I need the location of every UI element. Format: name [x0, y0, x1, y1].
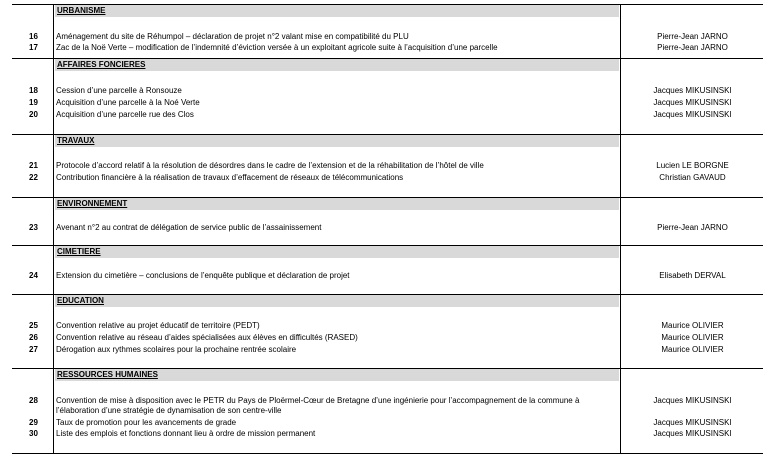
item-text: Cession d’une parcelle à Ronsouze [56, 86, 182, 95]
item-text: Dérogation aux rythmes scolaires pour la prochaine rentrée scolaire [56, 345, 297, 354]
item-number: 16 [29, 32, 38, 41]
item-rapporteur: Jacques MIKUSINSKI [653, 396, 732, 405]
item-rapporteur: Lucien LE BORGNE [656, 161, 729, 170]
item-text: Avenant n°2 au contrat de délégation de service public de l’assainissement [56, 223, 322, 232]
item-number: 19 [29, 98, 38, 107]
item-text: Liste des emplois et fonctions donnant lieu à ordre de mission permanent [56, 429, 316, 438]
item-number: 20 [29, 110, 38, 119]
item-rapporteur: Maurice OLIVIER [661, 345, 724, 354]
agenda-row [12, 345, 763, 355]
item-text: Protocole d’accord relatif à la résolution de désordres dans le cadre de l’extension et de la réhabilitation de l’hôtel de ville [56, 161, 484, 170]
rapporteur-column [620, 246, 763, 294]
item-number: 30 [29, 429, 38, 438]
agenda-row [12, 98, 763, 108]
item-rapporteur: Maurice OLIVIER [661, 321, 724, 330]
item-rapporteur: Jacques MIKUSINSKI [653, 429, 732, 438]
agenda-row [12, 32, 763, 42]
item-number: 27 [29, 345, 38, 354]
item-number: 22 [29, 173, 38, 182]
section-title: ENVIRONNEMENT [55, 198, 619, 210]
section-ressources-humaines [12, 368, 763, 454]
section-cimetiere [12, 245, 763, 295]
item-text: Taux de promotion pour les avancements de grade [56, 418, 237, 427]
item-number: 23 [29, 223, 38, 232]
item-text: Acquisition d’une parcelle à la Noé Verte [56, 98, 200, 107]
rapporteur-column [620, 59, 763, 134]
item-text: Convention relative au projet éducatif de territoire (PEDT) [56, 321, 260, 330]
number-column [12, 295, 54, 368]
item-text: Convention relative au réseau d’aides spécialisées aux élèves en difficultés (RASED) [56, 333, 358, 342]
section-title: CIMETIERE [55, 246, 619, 258]
item-text: Contribution financière à la réalisation de travaux d’effacement de réseaux de télécommunications [56, 173, 404, 182]
agenda-row [12, 223, 763, 233]
item-rapporteur: Maurice OLIVIER [661, 333, 724, 342]
number-column [12, 369, 54, 453]
rapporteur-column [620, 369, 763, 453]
agenda-row [12, 86, 763, 96]
agenda-row [12, 333, 763, 343]
number-column [12, 59, 54, 134]
rapporteur-column [620, 295, 763, 368]
agenda-row [12, 43, 763, 53]
item-number: 26 [29, 333, 38, 342]
section-title: URBANISME [55, 5, 619, 17]
agenda-row [12, 173, 763, 183]
section-title: AFFAIRES FONCIERES [55, 59, 619, 71]
agenda-table [12, 5, 763, 454]
item-text: Zac de la Noë Verte – modification de l’indemnité d’éviction versée à un exploitant agricole suite à l’acquisition d’une parcelle [56, 43, 498, 52]
number-column [12, 198, 54, 245]
agenda-row [12, 396, 763, 415]
item-number: 21 [29, 161, 38, 170]
section-urbanisme [12, 4, 763, 59]
item-number: 29 [29, 418, 38, 427]
item-text: Aménagement du site de Réhumpol – déclaration de projet n°2 valant mise en compatibilité du PLU [56, 32, 409, 41]
item-text: Convention de mise à disposition avec le PETR du Pays de Ploërmel-Cœur de Bretagne d’une ingénierie pour l’accompagnement de la commune à l’élaboration d’une stratégie de dynamisation de son centre-ville [56, 396, 580, 415]
item-number: 24 [29, 271, 38, 280]
section-travaux [12, 134, 763, 198]
section-affaires-foncieres [12, 58, 763, 135]
item-rapporteur: Christian GAVAUD [659, 173, 726, 182]
item-number: 28 [29, 396, 38, 405]
section-title: RESSOURCES HUMAINES [55, 369, 619, 381]
item-text: Acquisition d’une parcelle rue des Clos [56, 110, 194, 119]
section-title: TRAVAUX [55, 135, 619, 147]
agenda-row [12, 418, 763, 428]
agenda-row [12, 429, 763, 439]
section-environnement [12, 197, 763, 246]
agenda-row [12, 321, 763, 331]
item-text: Extension du cimetière – conclusions de l’enquête publique et déclaration de projet [56, 271, 350, 280]
number-column [12, 246, 54, 294]
section-title: EDUCATION [55, 295, 619, 307]
item-rapporteur: Jacques MIKUSINSKI [653, 110, 732, 119]
section-education [12, 294, 763, 369]
item-rapporteur: Jacques MIKUSINSKI [653, 98, 732, 107]
agenda-row [12, 161, 763, 171]
item-rapporteur: Pierre-Jean JARNO [657, 223, 728, 232]
item-number: 17 [29, 43, 38, 52]
agenda-row [12, 110, 763, 120]
agenda-row [12, 271, 763, 281]
rapporteur-column [620, 198, 763, 245]
item-rapporteur: Elisabeth DERVAL [659, 271, 726, 280]
item-number: 18 [29, 86, 38, 95]
item-rapporteur: Jacques MIKUSINSKI [653, 418, 732, 427]
item-number: 25 [29, 321, 38, 330]
item-rapporteur: Pierre-Jean JARNO [657, 32, 728, 41]
item-rapporteur: Jacques MIKUSINSKI [653, 86, 732, 95]
item-rapporteur: Pierre-Jean JARNO [657, 43, 728, 52]
